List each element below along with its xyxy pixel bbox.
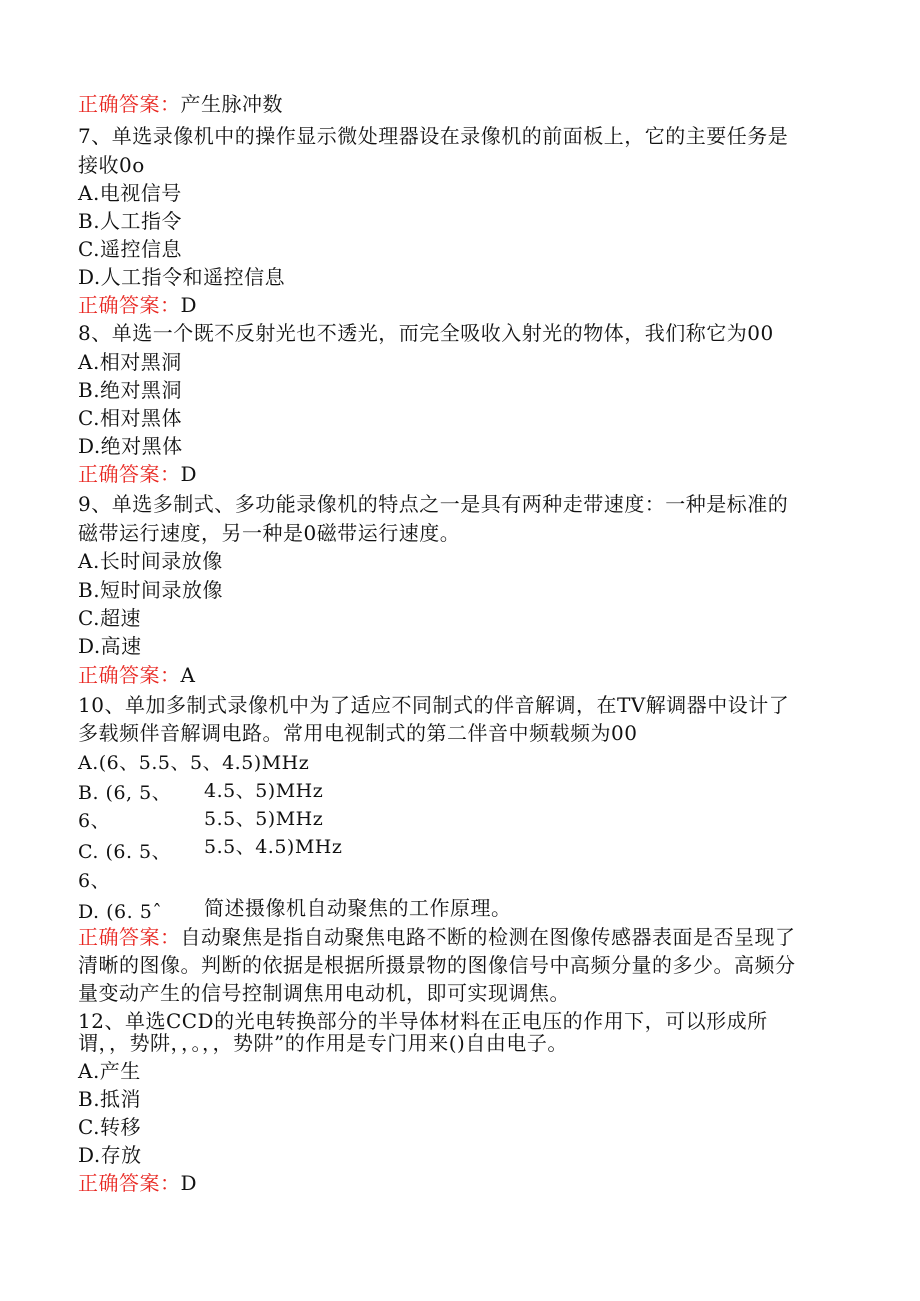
q8-option-b: B.绝对黑洞 bbox=[78, 378, 183, 402]
q11-answer-line3: 量变动产生的信号控制调焦用电动机，即可实现调焦。 bbox=[78, 981, 570, 1005]
q7-stem-line1: 7、单选录像机中的操作显示微处理器设在录像机的前面板上，它的主要任务是 bbox=[78, 124, 789, 148]
q9-stem-line1: 9、单选多制式、多功能录像机的特点之一是具有两种走带速度：一种是标准的 bbox=[78, 492, 789, 516]
q12-option-d: D.存放 bbox=[78, 1143, 142, 1167]
answer-text: 产生脉冲数 bbox=[180, 92, 283, 116]
q10-option-c-left: C. (6. 5、 bbox=[78, 841, 172, 863]
q12-option-c: C.转移 bbox=[78, 1115, 141, 1139]
q7-option-a: A.电视信号 bbox=[78, 181, 182, 205]
q8-option-d: D.绝对黑体 bbox=[78, 434, 183, 458]
q8-answer-line bbox=[78, 461, 197, 487]
answer-line bbox=[78, 91, 283, 117]
q7-option-d: D.人工指令和遥控信息 bbox=[78, 265, 286, 289]
q11-answer-line1 bbox=[78, 924, 796, 950]
q10-option-c-right: 5.5、4.5)MHz bbox=[204, 836, 343, 858]
q7-option-b: B.人工指令 bbox=[78, 209, 183, 233]
q12-stem-line2: 谓，，势阱，，。，，势阱”的作用是专门用来()自由电子。 bbox=[78, 1031, 568, 1055]
q9-answer: A bbox=[180, 663, 196, 687]
q10-fragment-six-1: 6、 bbox=[78, 810, 111, 832]
q10-option-b-left: B. (6, 5、 bbox=[78, 782, 172, 804]
q10-option-d-left: D. (6. 5ˆ bbox=[78, 901, 163, 923]
q7-option-c: C.遥控信息 bbox=[78, 237, 182, 261]
q10-stem-line2: 多载频伴音解调电路。常用电视制式的第二伴音中频载频为00 bbox=[78, 721, 638, 745]
answer-label: 正确答案： bbox=[78, 92, 181, 116]
q9-option-a: A.长时间录放像 bbox=[78, 549, 223, 573]
q9-answer-line bbox=[78, 662, 195, 688]
q8-option-a: A.相对黑洞 bbox=[78, 350, 182, 374]
q10-fragment-six-2: 6、 bbox=[78, 870, 111, 892]
q10-fragment-mid-right: 5.5、5)MHz bbox=[204, 808, 324, 830]
q9-option-b: B.短时间录放像 bbox=[78, 578, 224, 602]
q12-answer: D bbox=[180, 1171, 198, 1195]
q12-answer-line bbox=[78, 1170, 197, 1196]
answer-label: 正确答案： bbox=[78, 925, 181, 949]
q12-option-b: B.抵消 bbox=[78, 1087, 142, 1111]
q7-answer: D bbox=[180, 293, 198, 317]
answer-label: 正确答案： bbox=[78, 663, 181, 687]
q8-option-c: C.相对黑体 bbox=[78, 406, 182, 430]
answer-label: 正确答案： bbox=[78, 1171, 181, 1195]
answer-label: 正确答案： bbox=[78, 293, 181, 317]
q7-answer-line bbox=[78, 292, 197, 318]
q10-option-a: A.(6、5.5、5、4.5)MHz bbox=[78, 752, 310, 774]
q10-stem-line1: 10、单加多制式录像机中为了适应不同制式的伴音解调，在TV解调器中设计了 bbox=[78, 693, 790, 717]
q8-answer: D bbox=[180, 462, 198, 486]
q11-question-text: 简述摄像机自动聚焦的工作原理。 bbox=[204, 896, 512, 920]
q10-option-b-right: 4.5、5)MHz bbox=[204, 780, 324, 802]
answer-label: 正确答案： bbox=[78, 462, 181, 486]
q12-option-a: A.产生 bbox=[78, 1059, 141, 1083]
q11-answer-text-1: 自动聚焦是指自动聚焦电路不断的检测在图像传感器表面是否呈现了 bbox=[180, 925, 796, 949]
q9-stem-line2: 磁带运行速度，另一种是0磁带运行速度。 bbox=[78, 521, 461, 545]
q9-option-c: C.超速 bbox=[78, 606, 141, 630]
q12-stem-line1: 12、单选CCD的光电转换部分的半导体材料在正电压的作用下，可以形成所 bbox=[78, 1009, 768, 1033]
q8-stem-line1: 8、单选一个既不反射光也不透光，而完全吸收入射光的物体，我们称它为00 bbox=[78, 321, 774, 345]
q7-stem-line2: 接收0o bbox=[78, 153, 145, 177]
q9-option-d: D.高速 bbox=[78, 634, 142, 658]
q11-answer-line2: 清晰的图像。判断的依据是根据所摄景物的图像信号中高频分量的多少。高频分 bbox=[78, 953, 796, 977]
